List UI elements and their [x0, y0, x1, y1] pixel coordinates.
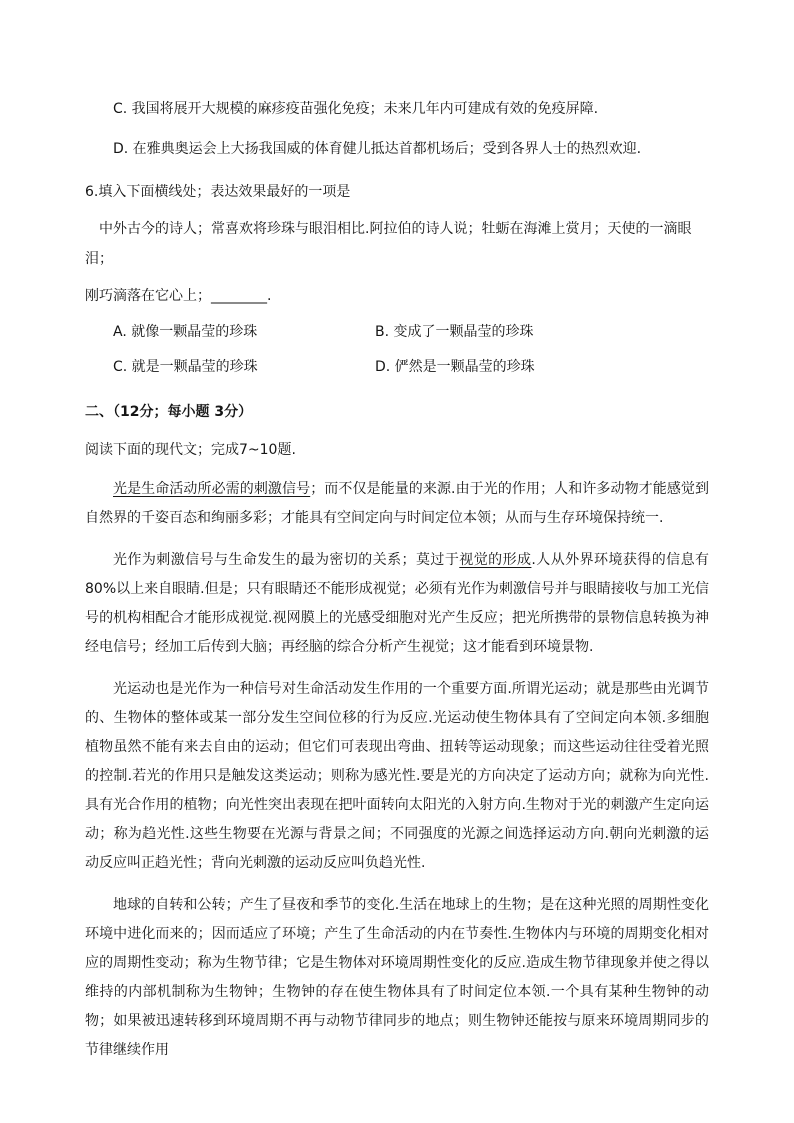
- reading-instruction: 阅读下面的现代文；完成7~10题.: [85, 442, 296, 458]
- question-6-stem: 6.填入下面横线处；表达效果最好的一项是: [85, 184, 351, 200]
- question-6-option-d: D. 俨然是一颗晶莹的珍珠: [375, 359, 535, 375]
- question-6-option-c: C. 就是一颗晶莹的珍珠: [113, 359, 258, 375]
- prev-question-option-d: D. 在雅典奥运会上大扬我国威的体育健儿抵达首都机场后；受到各界人士的热烈欢迎.: [113, 141, 642, 157]
- passage-paragraph-3: 光运动也是光作为一种信号对生命活动发生作用的一个重要方面.所谓光运动；就是那些由光调节的、生物体的整体或某一部分发生空间位移的行为反应.光运动使生物体具有了空间定向本领.多细胞植物虽然不能有来去自由的运动；但它们可表现出弯曲、扭转等运动现象；而这些运动往往受着光照的控制.若光的作用只是触发这类运动；则称为感光性.要是光的方向决定了运动方向；就称为向光性.具有光合作用的植物；向光性突出表现在把叶面转向太阳光的入射方向.生物对于光的刺激产生定向运动；称为趋光性.这些生物要在光源与背景之间；不同强度的光源之间选择运动方向.朝向光刺激的运动反应叫正趋光性；背向光刺激的运动反应叫负趋光性.: [85, 681, 709, 871]
- section-2-heading: 二、（12分；每小题 3分）: [85, 404, 253, 420]
- question-6-option-a: A. 就像一颗晶莹的珍珠: [113, 324, 258, 340]
- passage-paragraph-4: 地球的自转和公转；产生了昼夜和季节的变化.生活在地球上的生物；是在这种光照的周期性变化环境中进化而来的；因而适应了环境；产生了生命活动的内在节奏性.生物体内与环境的周期变化相对应的周期性变动；称为生物节律；它是生物体对环境周期性变化的反应.造成生物节律现象并使之得以维持的内部机制称为生物钟；生物钟的存在使生物体具有了时间定位本领.一个具有某种生物钟的动物；如果被迅速转移到环境周期不再与动物节律同步的地点；则生物钟还能按与原来环境周期同步的节律继续作用: [85, 897, 709, 1058]
- paragraph-2-text-post: .人从外界环境获得的信息有 80%以上来自眼睛.但是；只有眼睛还不能形成视觉；必须有光作为刺激信号并与眼睛接收与加工光信号的机构相配合才能形成视觉.视网膜上的光感受细胞对光产生反应；把光所携带的景物信息转换为神经电信号；经加工后传到大脑；再经脑的综合分析产生视觉；这才能看到环境景物.: [85, 552, 710, 655]
- underlined-phrase-vision-formation: 视觉的形成: [459, 552, 532, 568]
- paragraph-1-text: ；而不仅是能量的来源.由于光的作用；人和许多动物才能感觉到自然界的千姿百态和绚丽多彩；才能具有空间定向与时间定位本领；从而与生存环境保持统一.: [85, 481, 710, 526]
- question-6-quote-line2: 刚巧滴落在它心上；________.: [85, 288, 272, 304]
- passage-paragraph-1: [85, 475, 709, 533]
- question-6-option-b: B. 变成了一颗晶莹的珍珠: [375, 324, 534, 340]
- passage-paragraph-2: [85, 546, 709, 662]
- question-6-options: [113, 321, 709, 379]
- question-6-quote-line1: 中外古今的诗人；常喜欢将珍珠与眼泪相比.阿拉伯的诗人说；牡蛎在海滩上赏月；天使的一滴眼泪；: [85, 221, 692, 267]
- underlined-phrase-light-signal: 光是生命活动所必需的刺激信号: [113, 481, 311, 497]
- prev-question-option-c: C. 我国将展开大规模的麻疹疫苗强化免疫；未来几年内可建成有效的免疫屏障.: [113, 101, 599, 117]
- paragraph-2-text-pre: 光作为刺激信号与生命发生的最为密切的关系；莫过于: [113, 552, 460, 568]
